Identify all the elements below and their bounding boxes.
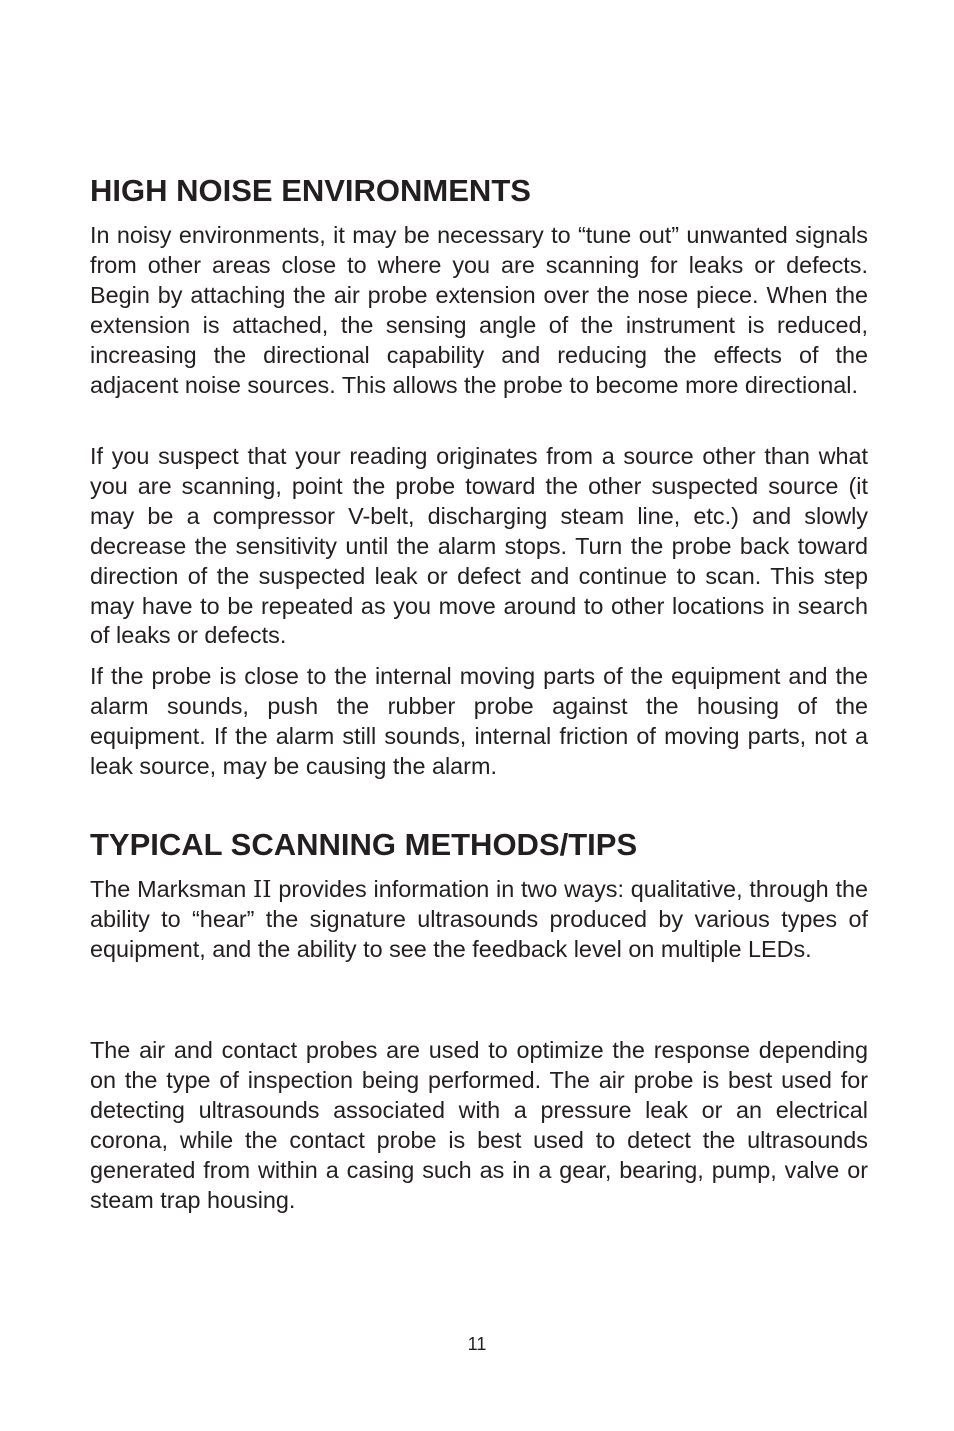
- paragraph-air-contact-probes: The air and contact probes are used to optimize the response depending on the type of inspection being performed. The air probe is best used for detecting ultrasounds associated with a pressure leak or an electrical corona, while the contact probe is best used to detect the ultrasounds generated from within a casing such as in a gear, bearing, pump, valve or steam trap housing.: [90, 1037, 868, 1213]
- model-roman-numeral: II: [253, 875, 272, 903]
- section-heading-scanning-tips: TYPICAL SCANNING METHODS/TIPS: [90, 827, 638, 862]
- paragraph-marksman-info: [90, 875, 868, 965]
- paragraph-internal-parts: If the probe is close to the internal moving parts of the equipment and the alarm sounds, push the rubber probe against the housing of the equipment. If the alarm still sounds, internal friction of moving parts, not a leak source, may be causing the alarm.: [90, 663, 868, 779]
- paragraph-text-after: provides information in two ways: qualitative, through the ability to “hear” the signature ultrasounds produced by various types of equipment, and the ability to see the feedback level on multiple LEDs.: [90, 876, 868, 962]
- paragraph-suspect-source: If you suspect that your reading originates from a source other than what you are scanning, point the probe toward the other suspected source (it may be a compressor V-belt, discharging steam line, etc.) and slowly decrease the sensitivity until the alarm stops. Turn the probe back toward direction of the suspected leak or defect and continue to scan. This step may have to be repeated as you move around to other locations in search of leaks or defects.: [90, 443, 868, 649]
- paragraph-tune-out: In noisy environments, it may be necessary to “tune out” unwanted signals from other areas close to where you are scanning for leaks or defects. Begin by attaching the air probe extension over the nose piece. When the extension is attached, the sensing angle of the instrument is reduced, increasing the directional capability and reducing the effects of the adjacent noise sources. This allows the probe to become more directional.: [90, 222, 868, 398]
- page-number: 11: [467, 1334, 487, 1354]
- section-heading-high-noise: HIGH NOISE ENVIRONMENTS: [90, 173, 531, 208]
- paragraph-text-before: The Marksman: [90, 876, 254, 902]
